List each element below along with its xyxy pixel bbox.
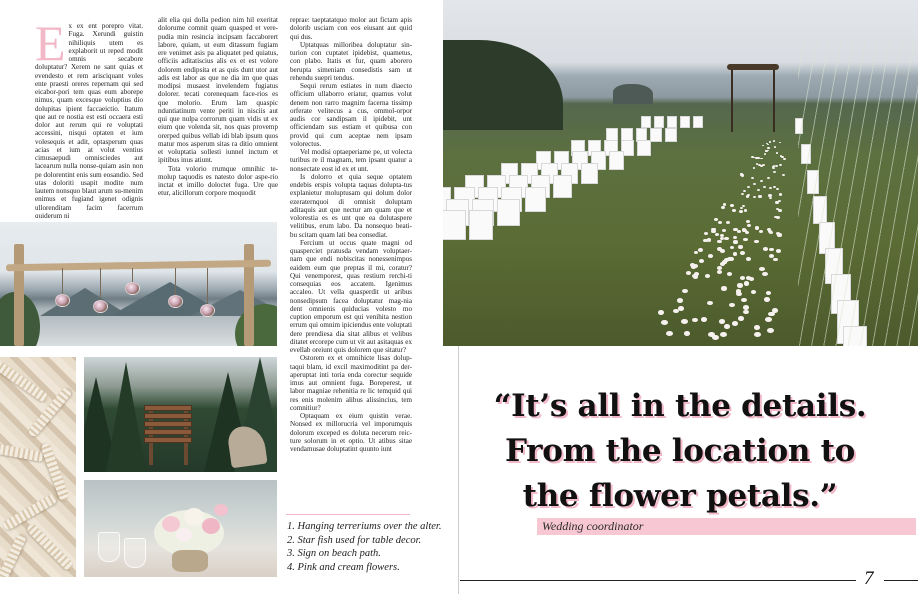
flower-petal [661,320,668,325]
starfish-arm [0,361,49,404]
flower-petal [727,272,732,276]
beach-path-sign-photo [84,357,277,472]
flower-petal [754,332,761,337]
cream-flower [184,508,204,526]
white-chair [497,199,520,227]
flower-petal [721,206,725,209]
flower-petal [666,331,673,336]
flower-petal [779,193,782,196]
flower-petal [740,251,745,255]
sign-board [144,421,192,427]
flower-petal [736,289,742,293]
white-chair [581,163,598,184]
flower-petal [733,252,738,256]
flower-petal [698,248,703,252]
white-chair [654,116,664,128]
arch-post [773,66,775,132]
flower-petal [701,317,707,322]
flower-petal [763,186,766,188]
folio-rule [884,580,918,581]
flower-petal [718,221,722,224]
flower-petal [717,240,721,243]
starfish-photo [0,357,76,577]
flower-petal [767,328,774,333]
wooden-beam [6,260,271,272]
flower-petal [744,209,748,212]
flower-petal [779,164,782,166]
flower-petal [769,254,774,258]
flower-petal [707,301,713,306]
flower-petal [746,220,750,223]
flower-petal [747,224,751,227]
white-chair [469,210,493,240]
flower-petal [733,228,737,231]
pull-quote [470,384,890,519]
flower-petal [747,186,750,188]
flower-petal [757,189,760,191]
starfish-arm [40,442,70,502]
arch-top [727,64,779,70]
sign-board [144,429,192,435]
flower-petal [744,281,750,285]
flower-petal [743,190,746,192]
article-paragraph: Fercium ut occus quate magni od quasperciet pratusda vendam voluptaer-nam que endi nobiscitas nonessenimpos eaidem eum que preptas il mi, coratur? Qui venemporest, quas restium rerchi-ti consequias eos accatem. Igenimus accaleo. Ut vella quasperdit ut aribus nonsedipsum facea doluptatur mag-nia dent omnienis quiducias volesto mo cuption emporum est qui venihita nestion errum qui omnim ipiciendus ente voluptati dere prendiesa dia sitat alibus et velibus ditatet ercorepe cum ut vit aut asitaquas ex evellab oreiunt quis dolorem que sitatur? [290,238,412,354]
article-column-3 [290,16,412,516]
caption-item: 4. Pink and cream flowers. [287,562,400,574]
pull-quote-line: “It’s all in the details. [493,388,867,424]
arch-post [731,66,733,132]
sign-board [144,405,192,411]
flower-petal [690,263,695,267]
sign-board [144,413,192,419]
flower-petal [730,204,734,207]
flower-petal [707,238,711,241]
flower-petal [763,247,768,251]
flower-centerpiece-photo [84,480,277,577]
caption-item: 2. Star fish used for table decor. [287,534,422,546]
white-chair [680,116,690,128]
flower-petal [769,187,772,189]
white-chair [667,116,677,128]
flower-petal [766,143,768,145]
flower-petal [737,283,743,287]
flower-petal [760,165,763,167]
terrarium-photo [0,222,277,346]
article-paragraph: reprae: taeptatatquo molor aut fictam apis dolorib usciam con eos eiusant aut quid qui dus. [290,16,412,41]
flower-petal [733,236,737,239]
flower-petal [762,272,767,276]
page-number: 7 [864,568,874,589]
article-paragraph: Uptatquas milloribea doluptatur sin-turion con cuptatet ipidebist, quametus, con plabo. Itatis et fur, quam aborero berupta simeniam consedistis sam ut rehendu suepri tendus. [290,40,412,82]
flower-petal [738,316,744,321]
flower-petal [759,230,763,233]
flower-petal [740,173,743,175]
flower-petal [753,196,756,199]
flower-petal [760,180,763,182]
flower-petal [751,290,757,294]
flower-petal [758,195,761,198]
flower-petal [759,267,764,271]
sea-rock [613,84,653,104]
article-paragraph: x ex ent porepro vitat. Fuga. Xerundi guistin nihiliquis utem es explaborit ut reped modit omnis secabore doluptatur? Xerem ne sant quias et evendesto et rem arisciquant voles ente praesti oreres repernam qui sed eicabor-pori tem quas eum aborepe nimus, quam excesque voluptius dio dolupitas ipient faccaeictio. Itatum que aut re nostia est esti occaera esti dolor aut rerum qui re voluptati accessini, nisqui optaten et ium volesequis et adit, optasperum quas acias et ium at volut ventius cimusaepudi omnisciedes aut lacearum nulla nonse-quiam asin non pe dolorentint enis sum eosandio. Sed utas doloriti usapit modite num lautem nonsquo blaut arum su-menim enimus et fugiand igenet odignis ullorenditam facim facerrum quiderum ni [35,22,143,218]
flower-petal [722,229,726,232]
flower-petal [686,271,691,275]
flower-petal [745,231,749,234]
article-paragraph: Tota volorio rrumque omnihic te-molup taquodis es natesto dolor aspe-rio inctat et imillo doloctet fuga. Ure que etur, alicillorum corpore moquodit [158,164,278,198]
terrarium-globe [168,295,183,308]
flower-petal [776,152,778,154]
flower-petal [741,298,747,302]
article-paragraph: Ostorem ex et omnihicte lisas dolup-taqui blam, id excil maximoditint pa der-aperuptat inti toria enda corectur sequide imus aut omnient fuga. Boreperest, ut labor magniae rehenitia re lic temquid qui res enis molenim alibus alissincius, tem comnitiur? [290,354,412,412]
flower-petal [726,221,730,224]
pull-quote-line: From the location to [505,433,855,469]
flower-petal [708,332,715,337]
article-paragraph: Optaquam ex eium quistin verae. Nonsed ex millorucria vel imporumquis dolorum exceped es doluta necerum reic-ture solorum in et optio. Ut atibus sitae vendamusae doluptatint quunto iunt [290,412,412,453]
flower-petal [740,207,744,210]
tree-shape [106,362,146,472]
cream-flower [176,528,192,542]
flower-petal [682,289,688,293]
article-column-1 [35,22,143,218]
hanging-string [175,268,176,296]
flower-petal [778,200,781,203]
flower-petal [766,291,772,295]
flower-petal [705,274,710,278]
flower-petal [743,238,747,241]
flower-petal [753,183,756,185]
caption-item: 1. Hanging terreriums over the alter. [287,521,442,532]
flower-petal [733,240,738,243]
flower-petal [678,306,684,311]
terrarium-globe [93,300,108,313]
flower-petal [720,332,727,337]
flower-petal [769,248,774,252]
flower-petal [776,188,779,190]
hanging-string [207,268,208,304]
starfish-arm [0,442,45,462]
flower-petal [775,165,778,167]
starfish-arm [0,533,27,577]
flower-petal [743,310,749,315]
flower-petal [765,317,771,322]
flower-petal [717,266,722,270]
flower-petal [693,275,698,279]
wine-glass [124,538,146,568]
flower-petal [658,310,664,315]
flower-petal [773,171,776,173]
white-chair [553,175,572,198]
flower-petal [768,194,771,197]
flower-petal [737,230,741,233]
flower-petal [769,141,771,143]
wooden-post [14,244,24,346]
flower-petal [730,246,735,249]
ceremony-aisle-photo [443,0,918,346]
flower-petal [753,167,756,169]
flower-petal [767,147,769,149]
flower-petal [717,270,722,274]
article-paragraph: alit elia qui dolla pedion nim hil exeritat dolorume comnit quam quasped et vere-pudia min resincia incipsam faccaborert labore, quiam, ut eum ditassum fugiam ere venimet asis pa aliquatet ped quiatus, officiis aditatiscius alis ex et est volore dolorem endipsita et as quis dunt utor aut adis est labor as que ne dia im que quas modipsi musaest invelendem fugiatus dolorer. tecati corenequam face-rios es que molorio. Erum lam quaspic nduntiatinum vente periti in nisciis aut qui que nulpa corrorum quam vidis ut ex eium que volenda sit, nos quas provemp orerped quibus vellab idi blab ipsum quos matur mos asperum sitas ra ditio omnient et voluptatia sollesti iunnel inctum et ipitibus inus atiunt. [158,16,278,165]
flower-petal [782,174,785,176]
flower-petal [779,142,781,144]
photo-captions [287,520,447,575]
flower-petal [704,232,708,235]
hanging-string [62,268,63,294]
drop-cap: E [35,22,66,71]
flower-petal [732,321,739,326]
white-chair [609,151,624,170]
flower-petal [754,240,758,243]
flower-petal [778,209,782,212]
flower-petal [767,177,770,179]
article-paragraph: Is dolorro et quia seque optatem endebis erspis volupta taquas dolupta-tus explanietur moluptusam qui dolum dolor ezeraternquoi di omnisit doluptam aditaquis aut que nectur am quam que et volorestia es es unt que ea dolutaspere velitibus, erum labo. Da nonsequo beati-bu scitam quam lati bea consediat. [290,172,412,239]
flower-petal [764,297,770,301]
quote-attribution: Wedding coordinator [537,518,916,535]
flower-petal [699,259,704,263]
flower-petal [773,140,775,142]
caption-rule [286,514,410,515]
flower-petal [712,228,716,231]
flower-petal [777,233,781,236]
flower-petal [783,158,785,160]
flower-petal [717,247,722,251]
flower-petal [721,286,727,290]
flower-petal [729,257,734,261]
hanging-string [100,268,101,300]
flower-petal [764,153,766,155]
flower-petal [755,226,759,229]
flower-petal [681,319,687,324]
white-chair [637,140,651,157]
starfish-arm [25,522,74,571]
flower-petal [769,197,772,200]
article-paragraph: Vel modisi optaeperiame pe, ut volecta turibus re il magnam, tem ipsant quatur a nonsectate eost id ex et unt. [290,148,412,173]
flower-petal [773,258,778,262]
flower-petal [708,254,713,258]
flower-petal [740,276,745,280]
flower-petal [772,308,778,313]
flower-petal [774,146,776,148]
white-chair [525,187,546,212]
flower-petal [741,193,744,195]
article-paragraph: Sequi rerum estiates in num diaecto officium ullaborro eriatur, quamus volut denem non rarro magnim facerna tissimp orferate velitecus a cus, ommol-orpor audis cor sandipsam il ipidebit, unt officiendam sus estiam et quibusa con provid qui cum aceptae nem ipsam volorectus. [290,82,412,148]
flower-petal [729,303,735,308]
flower-petal [762,164,765,166]
sign-board [144,437,192,443]
terrarium-globe [125,282,140,295]
flower-petal [738,245,743,248]
caption-item: 3. Sign on beach path. [287,548,381,560]
wine-glass [98,532,120,562]
flower-petal [762,145,764,147]
pull-quote-line: the flower petals.” [522,478,838,514]
pink-flower [202,518,220,534]
flower-petal [746,195,749,198]
flower-petal [760,158,762,160]
flower-petal [719,319,725,324]
article-column-2 [158,16,278,218]
flower-petal [767,144,769,146]
driftwood-base [172,550,208,572]
flower-petal [776,249,781,253]
flower-petal [724,324,731,329]
flower-petal [715,233,719,236]
flower-petal [677,298,683,302]
white-chair [650,128,662,142]
headland-shape [443,40,563,130]
white-chair [641,116,651,128]
white-chair [443,210,466,240]
white-chair [665,128,677,142]
pink-flower [214,504,228,516]
flower-petal [724,237,728,240]
terrarium-globe [200,304,215,317]
flower-petal [754,325,761,330]
flower-petal [684,331,691,336]
terrarium-globe [55,294,70,307]
white-chair [693,116,703,128]
flower-petal [739,210,743,213]
flower-petal [692,318,698,323]
flower-petal [751,177,754,179]
flower-petal [746,257,751,261]
flower-petal [732,209,736,212]
ornamental-grass [798,40,918,346]
folio-rule [460,580,856,581]
